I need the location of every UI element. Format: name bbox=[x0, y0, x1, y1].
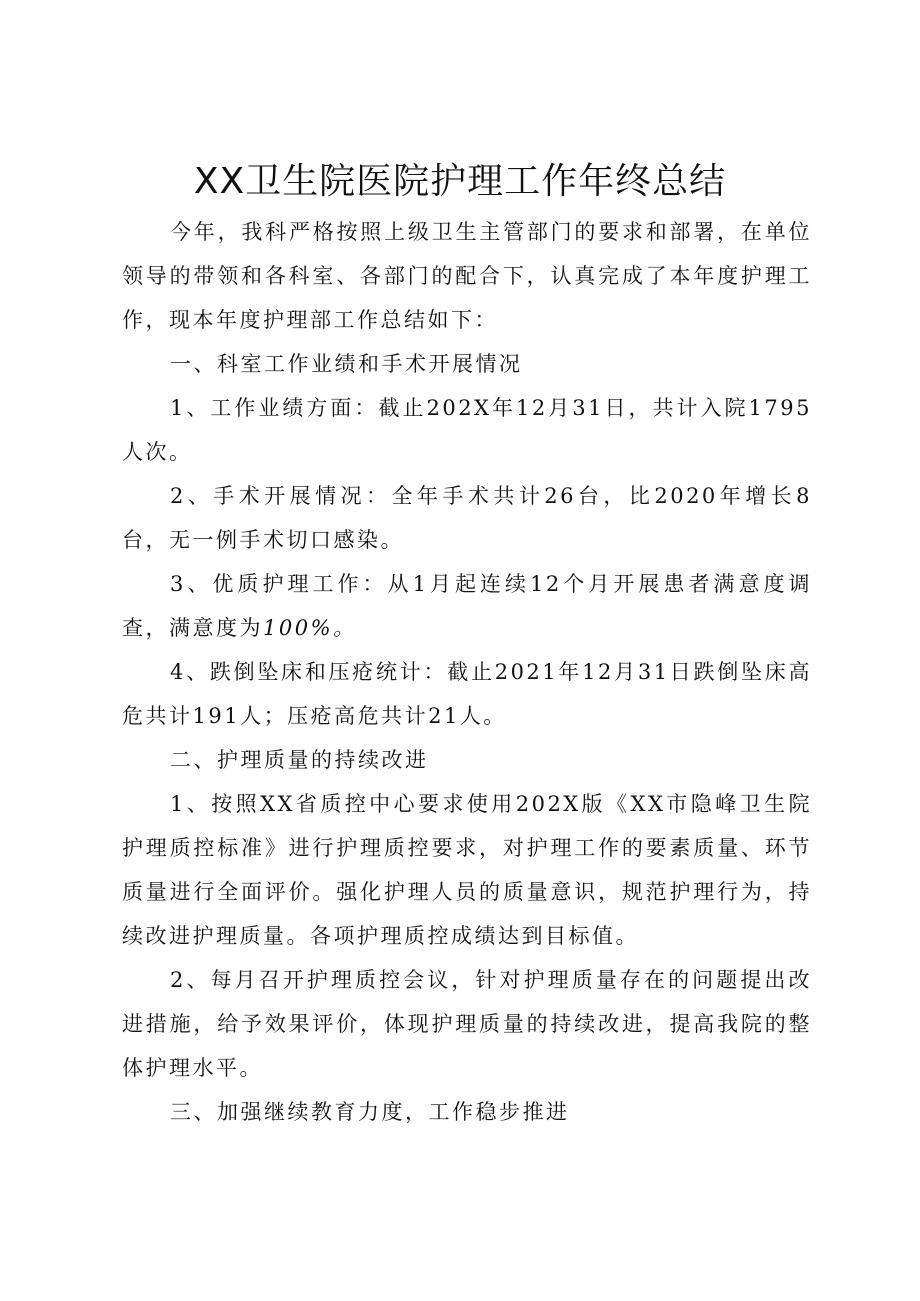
paragraph-monthly-meeting: 2、每月召开护理质控会议，针对护理质量存在的问题提出改进措施，给予效果评价，体现护理质量的持续改进，提高我院的整体护理水平。 bbox=[122, 968, 812, 1080]
section-heading-1: 一、科室工作业绩和手术开展情况 bbox=[170, 352, 523, 376]
paragraph-work-performance: 1、工作业绩方面：截止202X年12月31日，共计入院1795人次。 bbox=[122, 396, 812, 464]
intro-paragraph: 今年，我科严格按照上级卫生主管部门的要求和部署，在单位领导的带领和各科室、各部门的配合下，认真完成了本年度护理工作，现本年度护理部工作总结如下： bbox=[122, 220, 812, 332]
section-heading-3: 三、加强继续教育力度，工作稳步推进 bbox=[170, 1100, 570, 1124]
document-title: XX卫生院医院护理工作年终总结 bbox=[193, 161, 727, 202]
paragraph-quality-care bbox=[122, 562, 812, 650]
quality-care-text: 3、优质护理工作：从1月起连续12个月开展患者满意度调查，满意度为 bbox=[122, 572, 812, 640]
document-body bbox=[122, 210, 812, 1134]
satisfaction-value: 100%。 bbox=[263, 616, 357, 640]
paragraph-surgery: 2、手术开展情况：全年手术共计26台，比2020年增长8台，无一例手术切口感染。 bbox=[122, 484, 812, 552]
paragraph-fall-statistics: 4、跌倒坠床和压疮统计：截止2021年12月31日跌倒坠床高危共计191人；压疮高危共计21人。 bbox=[122, 660, 812, 728]
paragraph-quality-control: 1、按照XX省质控中心要求使用202X版《XX市隐峰卫生院护理质控标准》进行护理质控要求，对护理工作的要素质量、环节质量进行全面评价。强化护理人员的质量意识，规范护理行为，持续改进护理质量。各项护理质控成绩达到目标值。 bbox=[122, 792, 812, 948]
section-heading-2: 二、护理质量的持续改进 bbox=[170, 748, 429, 772]
